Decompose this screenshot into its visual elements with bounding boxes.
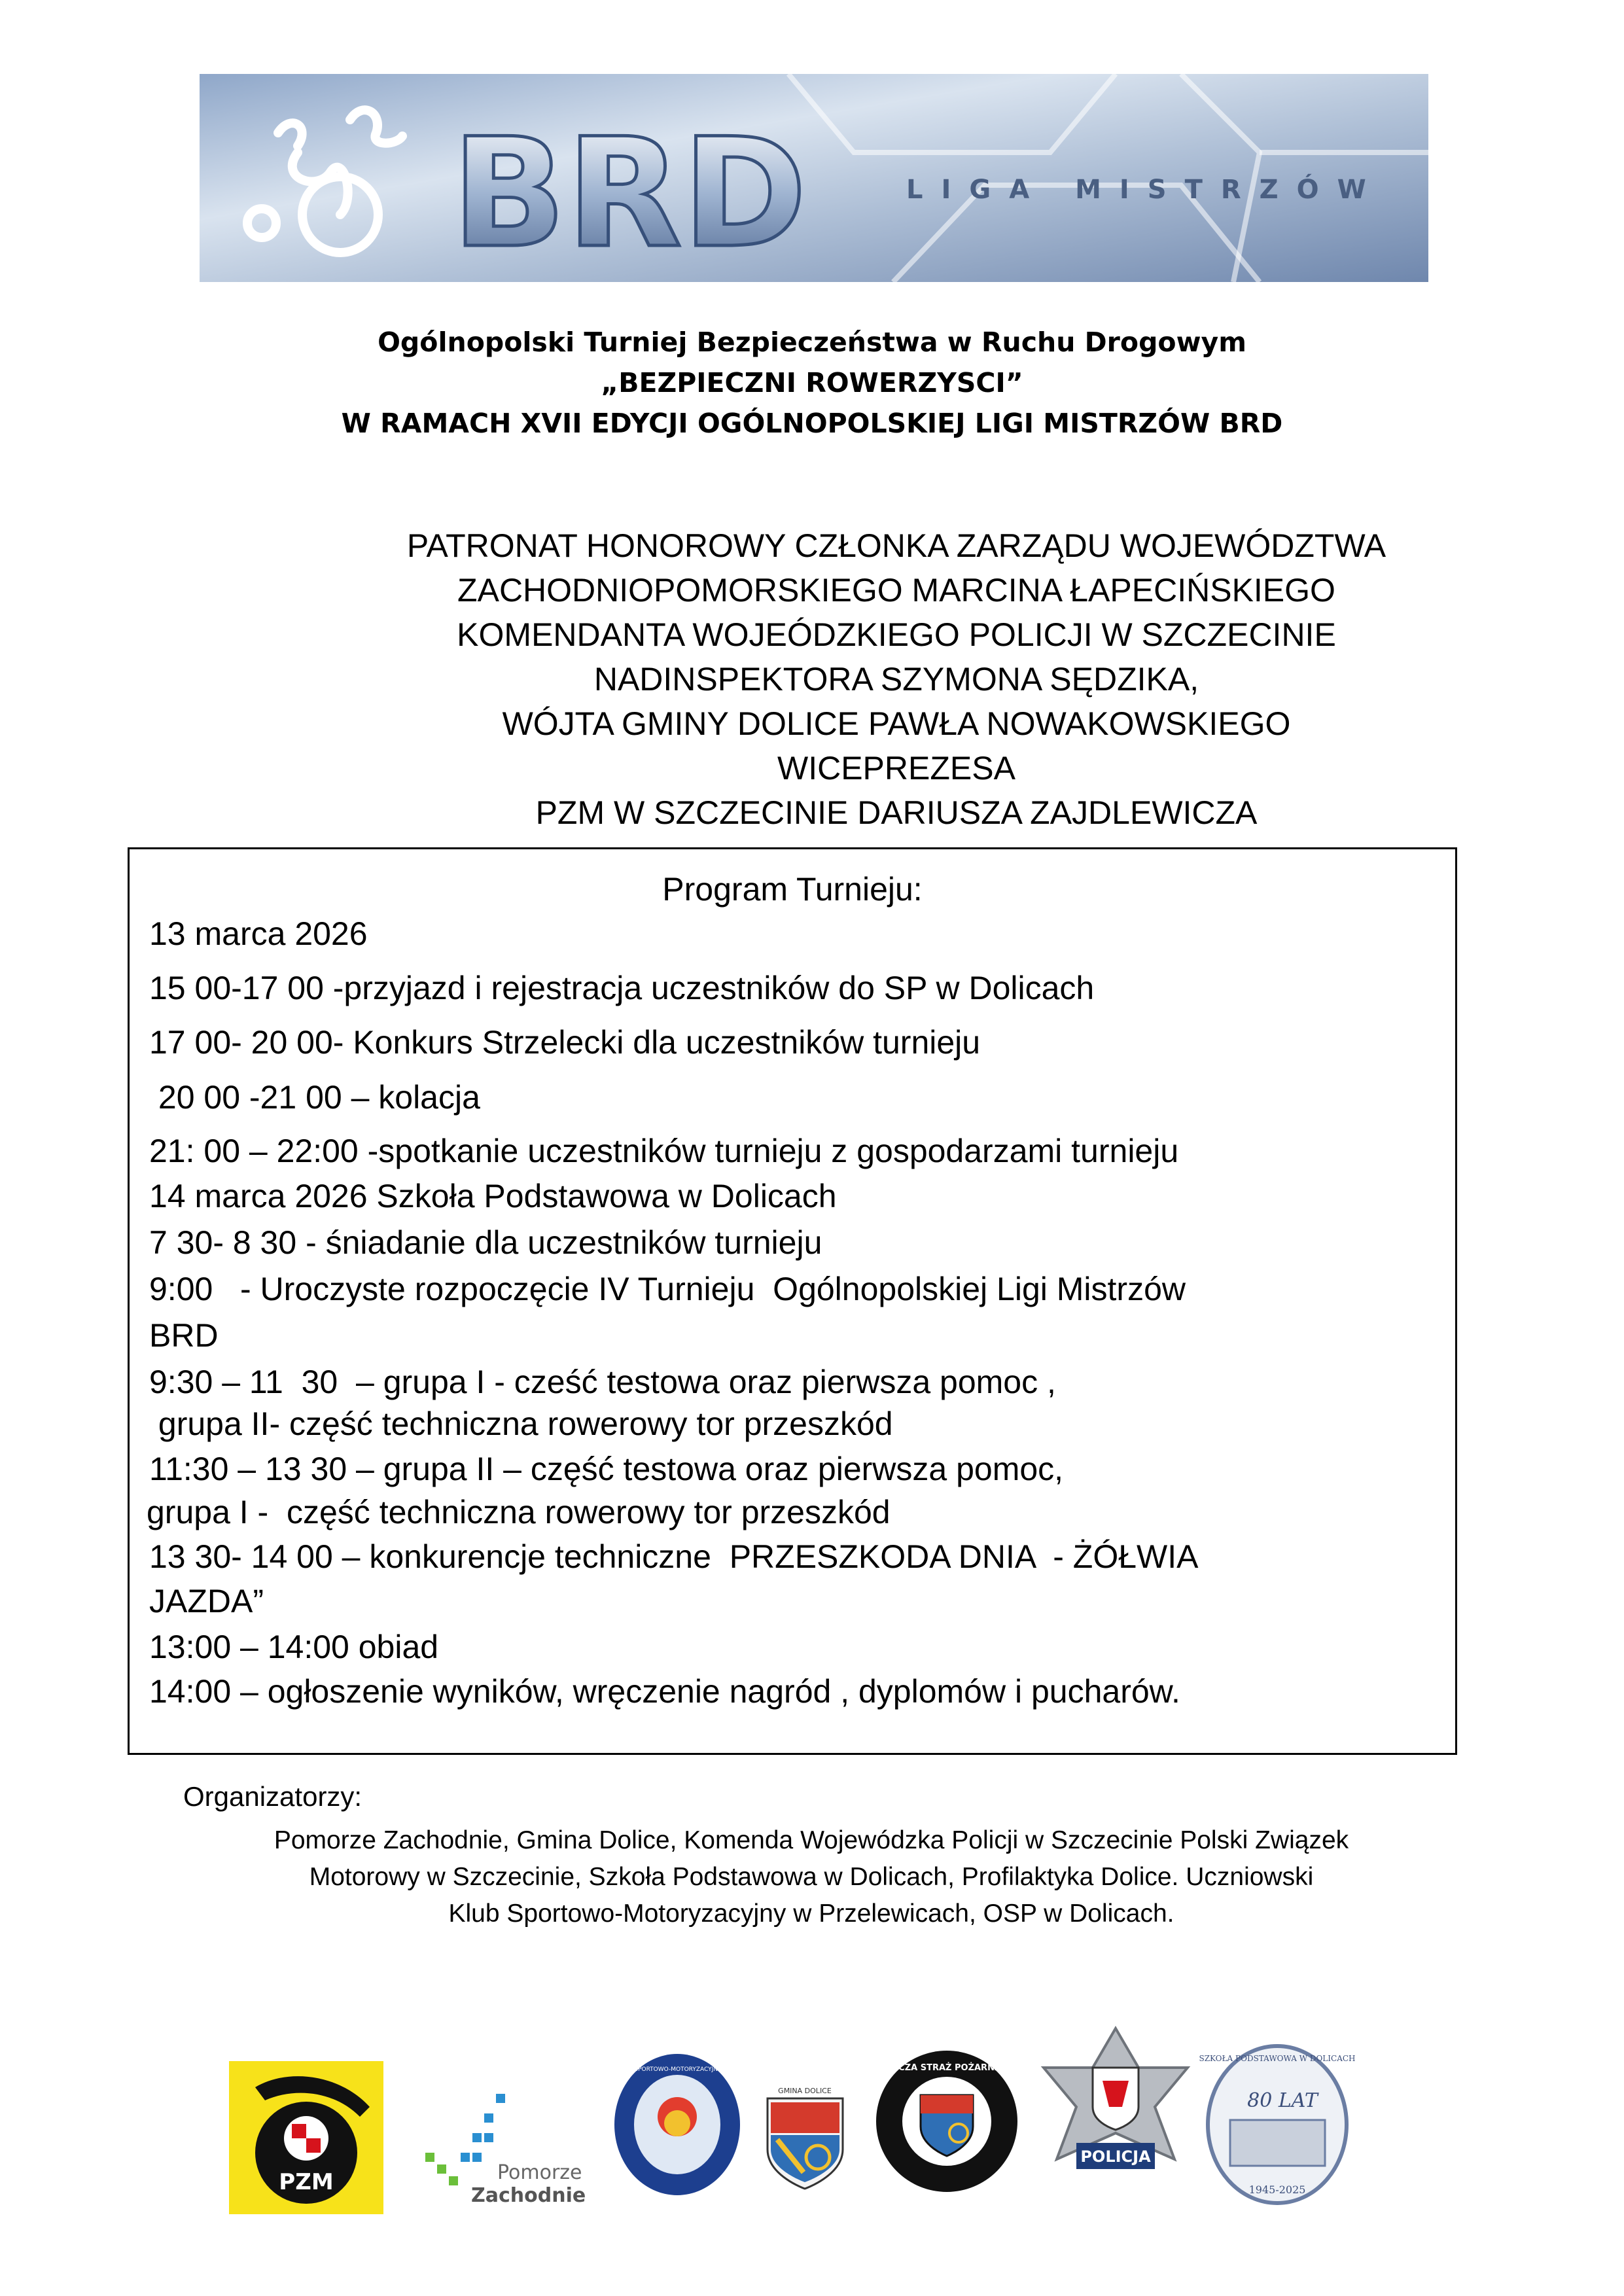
patronage-line: PATRONAT HONOROWY CZŁONKA ZARZĄDU WOJEWÓDZTWA	[406, 527, 1386, 564]
program-title: Program Turnieju:	[662, 871, 923, 908]
title-block	[0, 322, 1624, 444]
program-line: 15 00-17 00 -przyjazd i rejestracja uczestników do SP w Dolicach	[149, 970, 1095, 1006]
program-line: JAZDA”	[149, 1583, 264, 1619]
pomorze-logo-line2: Zachodnie	[471, 2184, 586, 2207]
patronage-line: WÓJTA GMINY DOLICE PAWŁA NOWAKOWSKIEGO	[502, 705, 1291, 742]
pomorze-zachodnie-logo	[419, 2081, 589, 2212]
pzm-logo	[229, 2061, 383, 2214]
gmina-logo-text: GMINA DOLICE	[778, 2087, 832, 2095]
program-box	[128, 847, 1457, 1755]
organizers-text	[157, 1822, 1466, 1932]
program-line: 13 30- 14 00 – konkurencje techniczne PRZESZKODA DNIA - ŻÓŁWIA	[149, 1538, 1199, 1575]
policja-logo-text: POLICJA	[1080, 2147, 1151, 2166]
program-line: 14:00 – ogłoszenie wyników, wręczenie nagród , dyplomów i pucharów.	[149, 1673, 1180, 1710]
program-line: 17 00- 20 00- Konkurs Strzelecki dla uczestników turnieju	[149, 1024, 981, 1061]
program-line: grupa I - część techniczna rowerowy tor przeszkód	[147, 1494, 891, 1530]
program-line: 9:00 - Uroczyste rozpoczęcie IV Turnieju Ogólnopolskiej Ligi Mistrzów	[149, 1271, 1186, 1307]
program-line: grupa II- część techniczna rowerowy tor przeszkód	[149, 1405, 893, 1442]
banner-subtitle: LIGA MISTRZÓW	[906, 175, 1385, 205]
program-line: 13 marca 2026	[149, 915, 368, 952]
banner-brand: BRD	[451, 107, 807, 281]
patronage-line: NADINSPEKTORA SZYMONA SĘDZIKA,	[593, 661, 1199, 698]
patronage-block	[321, 523, 1472, 835]
organizers-line: Klub Sportowo-Motoryzacyjny w Przelewicach, OSP w Dolicach.	[448, 1899, 1174, 1928]
organizers-line: Motorowy w Szczecinie, Szkoła Podstawowa w Dolicach, Profilaktyka Dolice. Uczniowski	[309, 1863, 1314, 1891]
organizers-label: Organizatorzy:	[183, 1781, 362, 1812]
school-logo-years: 80 LAT	[1247, 2089, 1318, 2112]
program-line: 21: 00 – 22:00 -spotkanie uczestników turnieju z gospodarzami turnieju	[149, 1133, 1179, 1169]
brd-banner	[200, 74, 1428, 282]
title-line-2: „BEZPIECZNI ROWERZYSCI”	[601, 367, 1023, 398]
osp-logo-text: OCHOTNICZA STRAŻ POŻARNA DOLICE	[855, 2063, 1039, 2073]
gmina-dolice-logo	[764, 2084, 846, 2192]
program-line: 11:30 – 13 30 – grupa II – część testowa oraz pierwsza pomoc,	[149, 1451, 1064, 1487]
patronage-line: PZM W SZCZECINIE DARIUSZA ZAJDLEWICZA	[535, 794, 1258, 831]
ukms-przelewice-logo	[576, 2051, 778, 2199]
title-line-3: W RAMACH XVII EDYCJI OGÓLNOPOLSKIEJ LIGI MISTRZÓW BRD	[341, 408, 1283, 439]
title-line-1: Ogólnopolski Turniej Bezpieczeństwa w Ruchu Drogowym	[378, 327, 1246, 358]
patronage-line: ZACHODNIOPOMORSKIEGO MARCINA ŁAPECIŃSKIEGO	[457, 572, 1335, 609]
ukms-logo-text: UCZNIOWSKI KLUB SPORTOWO-MOTORYZACYJNY W PRZELEWICACH	[576, 2066, 778, 2073]
program-line: 13:00 – 14:00 obiad	[149, 1629, 439, 1665]
szkola-podstawowa-logo	[1199, 2041, 1356, 2208]
osp-dolice-logo	[855, 2048, 1039, 2195]
policja-logo	[1040, 2028, 1191, 2205]
program-line: 7 30- 8 30 - śniadanie dla uczestników turnieju	[149, 1224, 822, 1261]
school-logo-dates: 1945-2025	[1248, 2183, 1306, 2196]
pzm-logo-text: PZM	[279, 2169, 334, 2195]
program-line: 20 00 -21 00 – kolacja	[149, 1079, 480, 1116]
program-line: 9:30 – 11 30 – grupa I - cześć testowa oraz pierwsza pomoc ,	[149, 1364, 1056, 1400]
program-line: BRD	[149, 1317, 219, 1354]
organizers-line: Pomorze Zachodnie, Gmina Dolice, Komenda Wojewódzka Policji w Szczecinie Polski Związek	[274, 1826, 1349, 1854]
program-line: 14 marca 2026 Szkoła Podstawowa w Dolicach	[149, 1178, 837, 1214]
pomorze-logo-line1: Pomorze	[497, 2161, 582, 2184]
brd-banner-art	[200, 74, 1428, 282]
school-logo-ring: SZKOŁA PODSTAWOWA W DOLICACH	[1199, 2054, 1356, 2063]
patronage-line: WICEPREZESA	[777, 750, 1015, 786]
patronage-line: KOMENDANTA WOJEÓDZKIEGO POLICJI W SZCZECINIE	[457, 616, 1336, 653]
